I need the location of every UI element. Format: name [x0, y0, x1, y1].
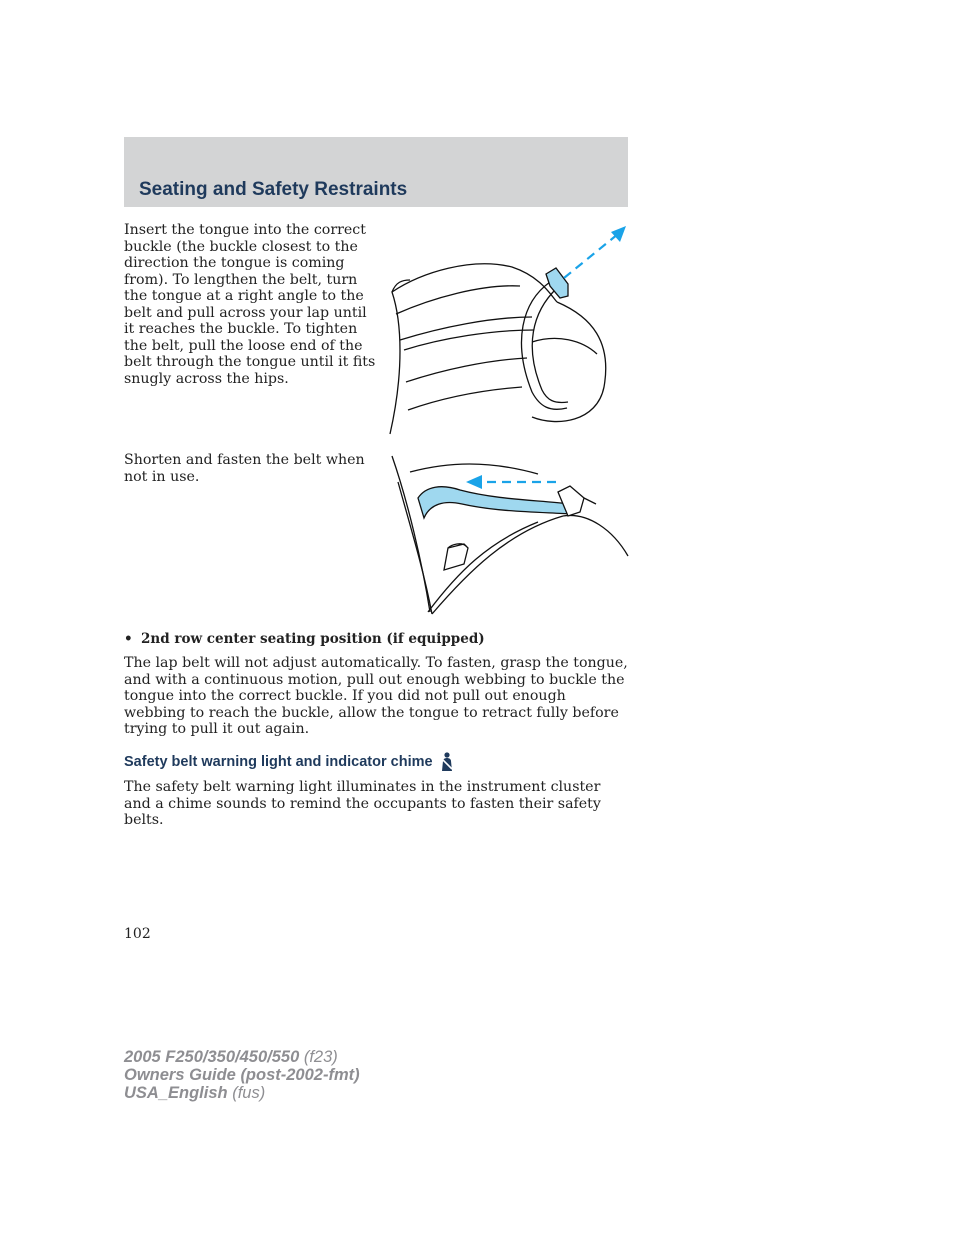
- lap-belt-paragraph: The lap belt will not adjust automatically. To fasten, grasp the tongue, and with a continuous motion, pull out enough webbing to buckle the tongue into the correct buckle. If you did not pull out enough webbing to reach the buckle, allow the tongue to retract fully before trying to pull it out again.: [124, 655, 628, 737]
- document-footer: [124, 1048, 360, 1102]
- insert-tongue-paragraph: Insert the tongue into the correct buckle (the buckle closest to the direction the tongue is coming from). To lengthen the belt, turn the tongue at a right angle to the belt and pull across your lap until it reaches the buckle. To tighten the belt, pull the loose end of the belt through the tongue until it fits snugly across the hips.: [124, 222, 376, 387]
- footer-line-model: 2005 F250/350/450/550 (f23): [124, 1048, 338, 1066]
- warning-light-subheading: [124, 752, 455, 772]
- footer-line-language: USA_English (fus): [124, 1084, 266, 1102]
- seatbelt-person-icon: [439, 752, 455, 772]
- bullet-text: 2nd row center seating position (if equipped): [141, 631, 485, 647]
- footer-line-guide: Owners Guide (post-2002-fmt): [124, 1066, 360, 1084]
- section-title: Seating and Safety Restraints: [139, 179, 408, 200]
- bullet-dot: •: [124, 631, 133, 647]
- bullet-item-center-seating: [124, 631, 628, 647]
- section-header-band: [124, 137, 628, 207]
- subheading-text: Safety belt warning light and indicator chime: [124, 754, 433, 770]
- shorten-belt-paragraph: Shorten and fasten the belt when not in use.: [124, 452, 365, 485]
- lengthen-belt-illustration: [382, 222, 632, 440]
- warning-light-paragraph: The safety belt warning light illuminates in the instrument cluster and a chime sounds to remind the occupants to fasten their safety belts.: [124, 779, 601, 828]
- shorten-belt-illustration: [388, 452, 632, 620]
- page-number: 102: [124, 926, 151, 942]
